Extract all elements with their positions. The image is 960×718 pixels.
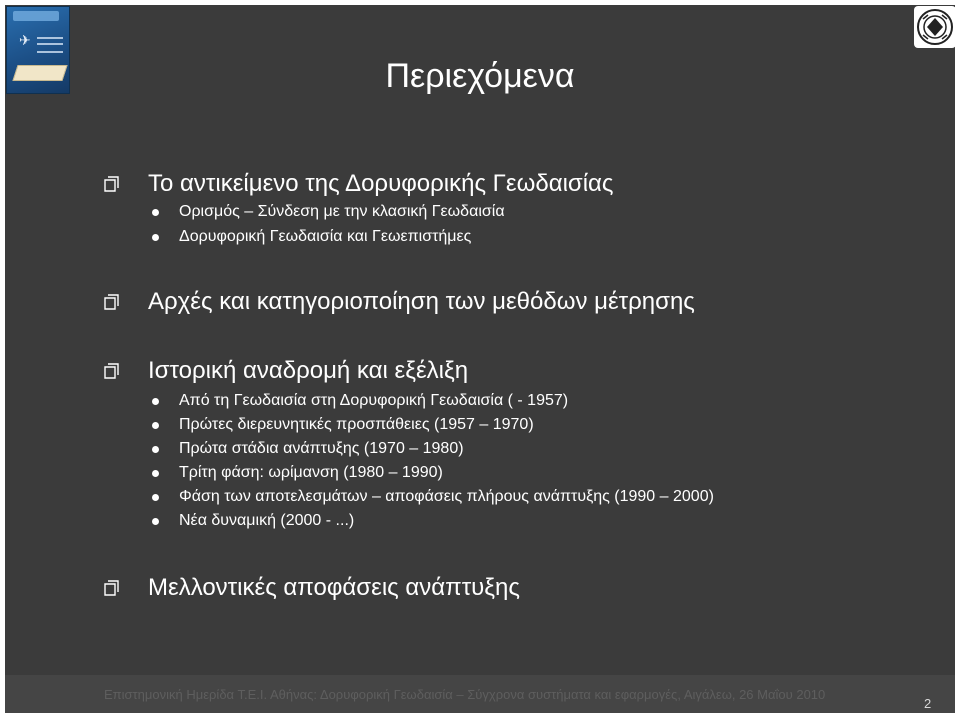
- hollow-square-bullet-icon: [103, 579, 121, 597]
- hollow-square-bullet-icon: [103, 362, 121, 380]
- filled-circle-bullet-icon: [152, 470, 159, 477]
- institution-logo: [914, 6, 956, 48]
- filled-circle-bullet-icon: [152, 209, 159, 216]
- slide-title: Περιεχόμενα: [385, 57, 575, 95]
- poster-text-line: [37, 43, 63, 45]
- filled-circle-bullet-icon: [152, 234, 159, 241]
- filled-circle-bullet-icon: [152, 422, 159, 429]
- book-icon: [12, 65, 67, 81]
- filled-circle-bullet-icon: [152, 398, 159, 405]
- page-number: 2: [924, 696, 932, 711]
- hollow-square-bullet-icon: [103, 293, 121, 311]
- hollow-square-bullet-icon: [103, 175, 121, 193]
- poster-text-line: [37, 51, 63, 53]
- event-poster-thumbnail: [6, 6, 70, 94]
- footer-caption: Επιστημονική Ημερίδα Τ.Ε.Ι. Αθήνας: Δορυφορική Γεωδαισία – Σύγχρονα συστήματα και εφαρμογές, Αιγάλεω, 26 Μαΐου 2010: [104, 687, 826, 702]
- logo-emblem-icon: [914, 6, 956, 48]
- poster-title-bar: [13, 11, 59, 21]
- poster-text-line: [37, 37, 63, 39]
- filled-circle-bullet-icon: [152, 494, 159, 501]
- filled-circle-bullet-icon: [152, 446, 159, 453]
- satellite-icon: ✈: [19, 32, 31, 48]
- filled-circle-bullet-icon: [152, 518, 159, 525]
